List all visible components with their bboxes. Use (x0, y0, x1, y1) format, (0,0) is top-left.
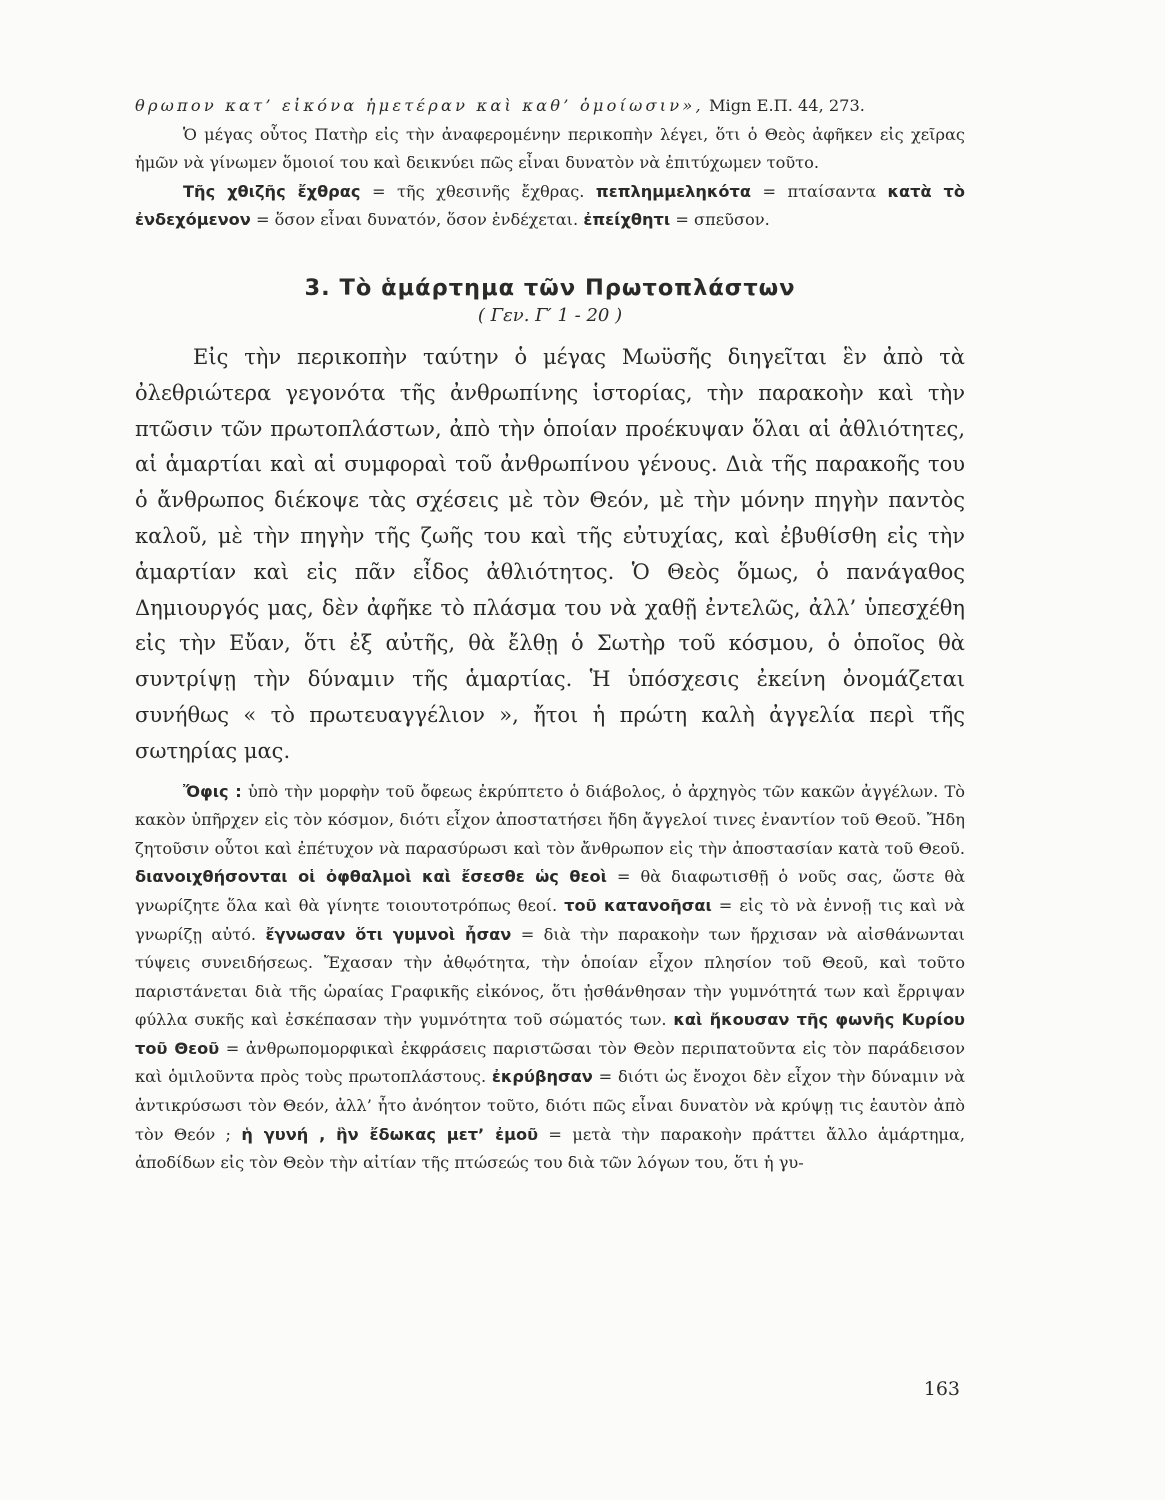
note-term: ἔγνωσαν ὅτι γυμνοὶ ἦσαν (265, 924, 512, 944)
gloss-term: ἐπείχθητι (583, 210, 671, 230)
note-text: = ἀνθρωπομορφικαὶ ἐκφράσεις παριστῶσαι τὸν Θεὸν περιπατοῦντα εἰς τὸν παράδεισον καὶ ὁμιλοῦντα πρὸς τοὺς πρωτοπλάστους. (135, 1038, 965, 1087)
continued-quote (135, 92, 965, 121)
note-text: = εἰς τὸ νὰ ἐννοῇ τις καὶ νὰ γνωρίζῃ αὐτό. (135, 895, 965, 944)
note-term: διανοιχθήσονται οἱ ὀφθαλμοὶ καὶ ἔσεσθε ὡς θεοὶ (135, 867, 607, 887)
glossary-paragraph (135, 178, 965, 235)
gloss-definition: = σπεῦσον. (670, 210, 770, 230)
note-term: Ὄφις : (183, 781, 242, 801)
gloss-term: κατὰ τὸ ἐνδεχόμενον (135, 181, 965, 230)
note-term: καὶ ἤκουσαν τῆς φωνῆς Κυρίου τοῦ Θεοῦ (135, 1010, 965, 1058)
commentary-paragraph: Ὁ μέγας οὗτος Πατὴρ εἰς τὴν ἀναφερομένην περικοπὴν λέγει, ὅτι ὁ Θεὸς ἀφῆκεν εἰς χεῖρας ἡμῶν νὰ γίνωμεν ὅμοιοί του καὶ δεικνύει πῶς εἶναι δυνατὸν νὰ ἐπιτύχωμεν τοῦτο. (135, 124, 965, 173)
gloss-term: πεπλημμεληκότα (595, 181, 751, 201)
page-number: 163 (923, 1378, 960, 1400)
gloss-definition: = ὅσον εἶναι δυνατόν, ὅσον ἐνδέχεται. (250, 210, 584, 230)
page-body (135, 92, 965, 1178)
main-paragraph: Εἰς τὴν περικοπὴν ταύτην ὁ μέγας Μωϋσῆς διηγεῖται ἓν ἀπὸ τὰ ὀλεθριώτερα γεγονότα τῆς ἀνθρωπίνης ἱστορίας, τὴν παρακοὴν καὶ τὴν πτῶσιν τῶν πρωτοπλάστων, ἀπὸ τὴν ὁποίαν προέκυψαν ὅλαι αἱ ἀθλιότητες, αἱ ἁμαρτίαι καὶ αἱ συμφοραὶ τοῦ ἀνθρωπίνου γένους. Διὰ τῆς παρακοῆς του ὁ ἄνθρωπος διέκοψε τὰς σχέσεις μὲ τὸν Θεόν, μὲ τὴν μόνην πηγὴν παντὸς καλοῦ, μὲ τὴν πηγὴν τῆς ζωῆς του καὶ τῆς εὐτυχίας, καὶ ἐβυθίσθη εἰς τὴν ἁμαρτίαν καὶ εἰς πᾶν εἶδος ἀθλιότητος. Ὁ Θεὸς ὅμως, ὁ πανάγαθος Δημιουργός μας, δὲν ἀφῆκε τὸ πλάσμα του νὰ χαθῇ ἐντελῶς, ἀλλ’ ὑπεσχέθη εἰς τὴν Εὔαν, ὅτι ἐξ αὐτῆς, θὰ ἔλθῃ ὁ Σωτὴρ τοῦ κόσμου, ὁ ὁποῖος θὰ συντρίψῃ τὴν δύναμιν τῆς ἁμαρτίας. Ἡ ὑπόσχεσις ἐκείνη ὀνομάζεται συνήθως « τὸ πρωτευαγγέλιον », ἤτοι ἡ πρώτη καλὴ ἀγγελία περὶ τῆς σωτηρίας μας. (135, 344, 965, 763)
note-term: τοῦ κατανοῆσαι (564, 895, 712, 915)
note-term: ἡ γυνή , ἣν ἔδωκας μετ’ ἐμοῦ (241, 1124, 539, 1144)
notes-block (135, 778, 965, 1178)
section-reference: ( Γεν. Γ′ 1 - 20 ) (477, 304, 623, 326)
gloss-definition: = τῆς χθεσινῆς ἔχθρας. (360, 181, 596, 201)
note-text: ὑπὸ τὴν μορφὴν τοῦ ὄφεως ἐκρύπτετο ὁ διάβολος, ὁ ἀρχηγὸς τῶν κακῶν ἀγγέλων. Τὸ κακὸν ὑπῆρχεν εἰς τὸν κόσμον, διότι εἶχον ἀποστατήσει ἤδη ἄγγελοί τινες ἐναντίον τοῦ Θεοῦ. Ἤδη ζητοῦσιν οὗτοι καὶ ἐπέτυχον νὰ παρασύρωσι καὶ τὸν ἄνθρωπον εἰς τὴν ἀποστασίαν κατὰ τοῦ Θεοῦ. (135, 781, 965, 858)
note-text: = μετὰ τὴν παρακοὴν πράττει ἄλλο ἁμάρτημα, ἀποδίδων εἰς τὸν Θεὸν τὴν αἰτίαν τῆς πτώσεώς του διὰ τῶν λόγων του, ὅτι ἡ γυ- (135, 1124, 965, 1173)
section-title: 3. Τὸ ἁμάρτημα τῶν Πρωτοπλάστων (304, 274, 796, 301)
quote-italic: θρωπον κατ’ εἰκόνα ἡμετέραν καὶ καθ’ ὁμοίωσιν», (135, 96, 704, 115)
gloss-term: Τῆς χθιζῆς ἔχθρας (183, 181, 361, 201)
note-text: = διὰ τὴν παρακοὴν των ἤρχισαν νὰ αἰσθάνωνται τύψεις συνειδήσεως. Ἔχασαν τὴν ἀθῳότητα, τὴν ὁποίαν εἶχον πλησίον τοῦ Θεοῦ, καὶ τοῦτο παριστάνεται διὰ τῆς ὡραίας Γραφικῆς εἰκόνος, ὅτι ᾐσθάνθησαν τὴν γυμνότητά των καὶ ἔρριψαν φύλλα συκῆς καὶ ἐσκέπασαν τὴν γυμνότητα τοῦ σώματός των. (135, 924, 965, 1030)
note-text: = θὰ διαφωτισθῇ ὁ νοῦς σας, ὥστε θὰ γνωρίζητε ὅλα καὶ θὰ γίνητε τοιουτοτρόπως θεοί. (135, 867, 965, 915)
note-text: = διότι ὡς ἔνοχοι δὲν εἶχον τὴν δύναμιν νὰ ἀντικρύσωσι τὸν Θεόν, ἀλλ’ ἦτο ἀνόητον τοῦτο, διότι πῶς εἶναι δυνατὸν νὰ κρύψῃ τις ἑαυτὸν ἀπὸ τὸν Θεόν ; (135, 1067, 965, 1144)
note-term: ἐκρύβησαν (491, 1067, 593, 1087)
quote-reference: Mign Ε.Π. 44, 273. (703, 96, 865, 115)
notes-paragraph (135, 778, 965, 1178)
gloss-definition: = πταίσαντα (750, 181, 888, 201)
